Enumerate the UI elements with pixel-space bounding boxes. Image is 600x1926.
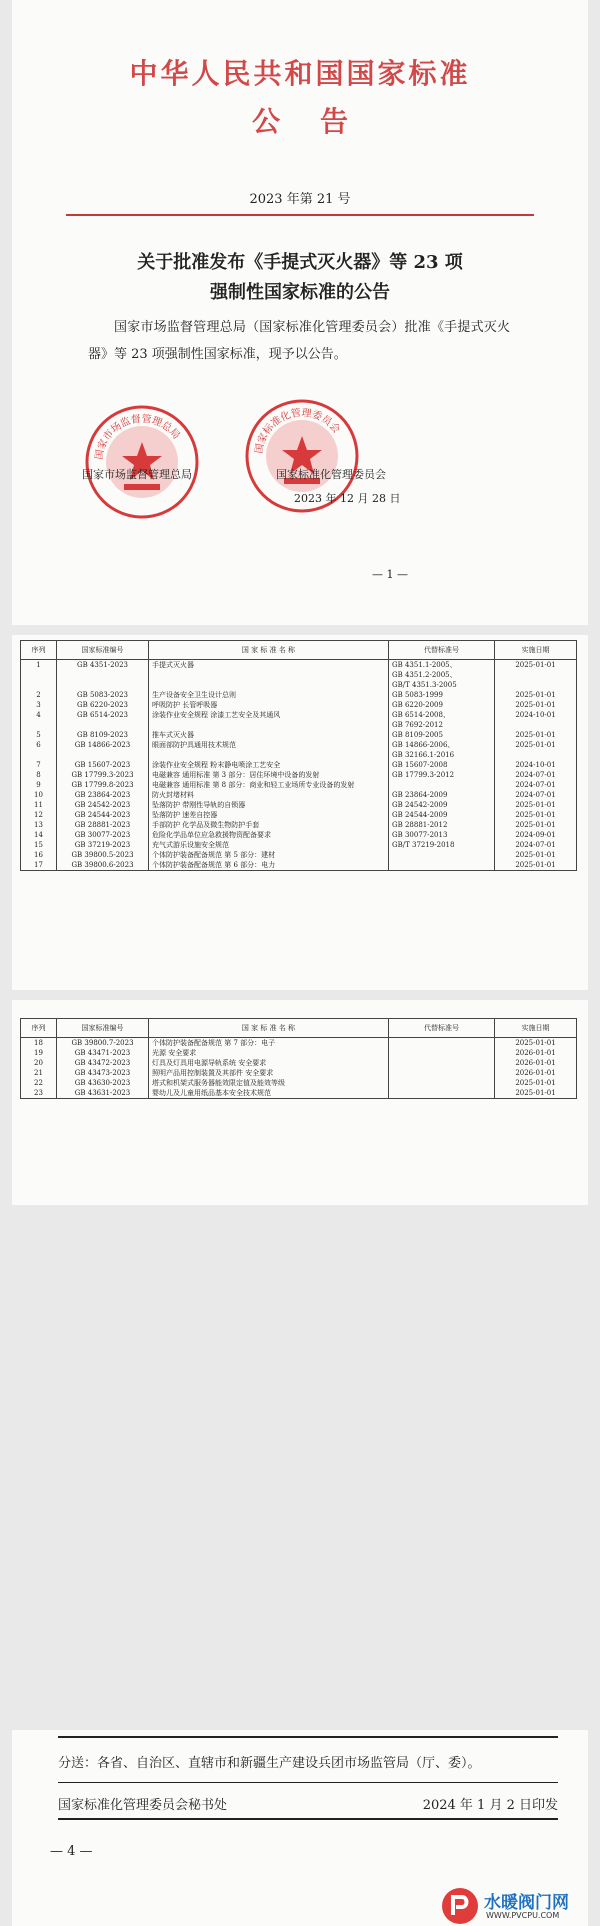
row-name: 照明产品用控制装置及其部件 安全要求 bbox=[149, 1068, 389, 1078]
row-name: 个体防护装备配备规范 第 6 部分：电力 bbox=[149, 860, 389, 871]
table-row bbox=[21, 790, 577, 800]
row-replace bbox=[389, 1068, 495, 1078]
row-replace: GB/T 37219-2018 bbox=[389, 840, 495, 850]
row-replace bbox=[389, 780, 495, 790]
col-code: 国家标准编号 bbox=[57, 1019, 149, 1038]
row-code: GB 43471-2023 bbox=[57, 1048, 149, 1058]
row-date: 2025-01-01 bbox=[495, 1088, 577, 1099]
page-number: — 1 — bbox=[372, 568, 408, 581]
notice-title-line2: 强制性国家标准的公告 bbox=[210, 282, 390, 303]
row-date: 2024-07-01 bbox=[495, 840, 577, 850]
row-replace: GB 4351.1-2005、 GB 4351.2-2005、 GB/T 4351.3-2005 bbox=[389, 660, 495, 691]
table-row bbox=[21, 800, 577, 810]
row-code: GB 43630-2023 bbox=[57, 1078, 149, 1088]
row-seq: 14 bbox=[21, 830, 57, 840]
notice-title-line1: 关于批准发布《手提式灭火器》等 23 项 bbox=[137, 252, 463, 273]
row-seq: 2 bbox=[21, 690, 57, 700]
table-row bbox=[21, 850, 577, 860]
row-seq: 17 bbox=[21, 860, 57, 871]
row-code: GB 24542-2023 bbox=[57, 800, 149, 810]
row-replace: GB 6514-2008、 GB 7692-2012 bbox=[389, 710, 495, 730]
header-title: 中华人民共和国国家标准 bbox=[129, 57, 471, 90]
row-date: 2024-10-01 bbox=[495, 710, 577, 730]
signature-date: 2023 年 12 月 28 日 bbox=[294, 492, 401, 505]
row-replace bbox=[389, 850, 495, 860]
row-seq: 3 bbox=[21, 700, 57, 710]
table-row bbox=[21, 840, 577, 850]
row-code: GB 43473-2023 bbox=[57, 1068, 149, 1078]
row-replace: GB 15607-2008 bbox=[389, 760, 495, 770]
footer-bottom-rule bbox=[58, 1818, 558, 1820]
col-seq: 序列 bbox=[21, 1019, 57, 1038]
row-date: 2026-01-01 bbox=[495, 1068, 577, 1078]
row-replace: GB 5083-1999 bbox=[389, 690, 495, 700]
row-date: 2024-07-01 bbox=[495, 790, 577, 800]
row-date: 2024-07-01 bbox=[495, 780, 577, 790]
red-divider bbox=[66, 214, 534, 216]
table-row bbox=[21, 760, 577, 770]
row-code: GB 37219-2023 bbox=[57, 840, 149, 850]
row-seq: 1 bbox=[21, 660, 57, 691]
row-seq: 23 bbox=[21, 1088, 57, 1099]
row-name: 危险化学品单位应急救援物资配备要求 bbox=[149, 830, 389, 840]
row-date: 2026-01-01 bbox=[495, 1048, 577, 1058]
table-row bbox=[21, 1068, 577, 1078]
row-name: 光源 安全要求 bbox=[149, 1048, 389, 1058]
row-seq: 21 bbox=[21, 1068, 57, 1078]
notice-title bbox=[12, 248, 588, 308]
row-code: GB 8109-2023 bbox=[57, 730, 149, 740]
row-code: GB 17799.8-2023 bbox=[57, 780, 149, 790]
row-seq: 18 bbox=[21, 1038, 57, 1049]
table-row bbox=[21, 860, 577, 871]
table-row bbox=[21, 1048, 577, 1058]
row-code: GB 4351-2023 bbox=[57, 660, 149, 691]
signature-left: 国家市场监督管理总局 bbox=[82, 468, 192, 481]
samr-seal bbox=[84, 404, 200, 520]
table-row bbox=[21, 1088, 577, 1099]
row-seq: 13 bbox=[21, 820, 57, 830]
seal-right-text: 国家标准化管理委员会 bbox=[253, 407, 342, 455]
row-replace bbox=[389, 1088, 495, 1099]
row-name: 防火封堵材料 bbox=[149, 790, 389, 800]
col-name: 国 家 标 准 名 称 bbox=[149, 641, 389, 660]
row-replace: GB 28881-2012 bbox=[389, 820, 495, 830]
row-name: 推车式灭火器 bbox=[149, 730, 389, 740]
row-date: 2025-01-01 bbox=[495, 1078, 577, 1088]
seal-left-text: 国家市场监督管理总局 bbox=[93, 413, 182, 461]
row-date: 2025-01-01 bbox=[495, 800, 577, 810]
row-replace bbox=[389, 1078, 495, 1088]
row-date: 2025-01-01 bbox=[495, 860, 577, 871]
row-seq: 8 bbox=[21, 770, 57, 780]
row-code: GB 39800.5-2023 bbox=[57, 850, 149, 860]
row-code: GB 30077-2023 bbox=[57, 830, 149, 840]
row-date: 2024-07-01 bbox=[495, 770, 577, 780]
row-name: 眼面部防护具通用技术规范 bbox=[149, 740, 389, 760]
row-seq: 16 bbox=[21, 850, 57, 860]
row-name: 充气式游乐设施安全规范 bbox=[149, 840, 389, 850]
col-date: 实施日期 bbox=[495, 1019, 577, 1038]
table-row bbox=[21, 700, 577, 710]
table-row bbox=[21, 730, 577, 740]
row-replace bbox=[389, 860, 495, 871]
row-name: 涂装作业安全规程 涂漆工艺安全及其通风 bbox=[149, 710, 389, 730]
row-replace: GB 24542-2009 bbox=[389, 800, 495, 810]
row-code: GB 24544-2023 bbox=[57, 810, 149, 820]
table-row bbox=[21, 710, 577, 730]
row-seq: 9 bbox=[21, 780, 57, 790]
row-date: 2025-01-01 bbox=[495, 1038, 577, 1049]
row-seq: 4 bbox=[21, 710, 57, 730]
issuer-line bbox=[58, 1794, 558, 1813]
row-code: GB 23864-2023 bbox=[57, 790, 149, 800]
standards-table-page-1 bbox=[12, 635, 588, 990]
row-replace: GB 14866-2006、 GB 32166.1-2016 bbox=[389, 740, 495, 760]
row-code: GB 43631-2023 bbox=[57, 1088, 149, 1099]
row-name: 塔式和机架式服务器能效限定值及能效等级 bbox=[149, 1078, 389, 1088]
row-name: 坠落防护 速差自控器 bbox=[149, 810, 389, 820]
watermark-logo bbox=[440, 1886, 590, 1926]
row-code: GB 14866-2023 bbox=[57, 740, 149, 760]
row-date: 2024-10-01 bbox=[495, 760, 577, 770]
row-replace: GB 8109-2005 bbox=[389, 730, 495, 740]
footer-mid-rule bbox=[58, 1782, 558, 1783]
row-seq: 7 bbox=[21, 760, 57, 770]
row-replace: GB 30077-2013 bbox=[389, 830, 495, 840]
table-row bbox=[21, 1058, 577, 1068]
table-row bbox=[21, 770, 577, 780]
row-name: 电磁兼容 通用标准 第 8 部分：商业和轻工业场所专业设备的发射 bbox=[149, 780, 389, 790]
row-seq: 22 bbox=[21, 1078, 57, 1088]
row-name: 个体防护装备配备规范 第 7 部分：电子 bbox=[149, 1038, 389, 1049]
row-seq: 10 bbox=[21, 790, 57, 800]
table-row bbox=[21, 690, 577, 700]
row-name: 手提式灭火器 bbox=[149, 660, 389, 691]
col-seq: 序列 bbox=[21, 641, 57, 660]
row-name: 个体防护装备配备规范 第 5 部分：建材 bbox=[149, 850, 389, 860]
row-replace: GB 23864-2009 bbox=[389, 790, 495, 800]
row-code: GB 43472-2023 bbox=[57, 1058, 149, 1068]
row-seq: 20 bbox=[21, 1058, 57, 1068]
table-row bbox=[21, 820, 577, 830]
document-number: 2023 年第 21 号 bbox=[249, 192, 351, 207]
row-code: GB 39800.7-2023 bbox=[57, 1038, 149, 1049]
col-code: 国家标准编号 bbox=[57, 641, 149, 660]
row-code: GB 17799.3-2023 bbox=[57, 770, 149, 780]
row-date: 2025-01-01 bbox=[495, 660, 577, 691]
col-date: 实施日期 bbox=[495, 641, 577, 660]
row-replace bbox=[389, 1038, 495, 1049]
pvc-logo-icon bbox=[440, 1886, 480, 1926]
watermark-url: WWW.PVCPU.COM bbox=[486, 1911, 560, 1920]
distribution-line: 分送：各省、自治区、直辖市和新疆生产建设兵团市场监管局（厅、委）。 bbox=[58, 1756, 481, 1771]
row-replace bbox=[389, 1058, 495, 1068]
watermark-brand: 水暖阀门网 bbox=[484, 1893, 569, 1913]
row-date: 2025-01-01 bbox=[495, 740, 577, 760]
row-seq: 12 bbox=[21, 810, 57, 820]
row-date: 2026-01-01 bbox=[495, 1058, 577, 1068]
row-name: 涂装作业安全规程 粉末静电喷涂工艺安全 bbox=[149, 760, 389, 770]
row-code: GB 28881-2023 bbox=[57, 820, 149, 830]
row-date: 2025-01-01 bbox=[495, 850, 577, 860]
header-subtitle: 公告 bbox=[251, 105, 388, 138]
row-code: GB 6220-2023 bbox=[57, 700, 149, 710]
row-replace: GB 24544-2009 bbox=[389, 810, 495, 820]
seal-left-graphic bbox=[84, 404, 200, 520]
col-name: 国 家 标 准 名 称 bbox=[149, 1019, 389, 1038]
row-date: 2025-01-01 bbox=[495, 700, 577, 710]
row-name: 坠落防护 带刚性导轨的自锁器 bbox=[149, 800, 389, 810]
table-row bbox=[21, 1078, 577, 1088]
footer-page bbox=[12, 1730, 588, 1926]
row-seq: 6 bbox=[21, 740, 57, 760]
footer-top-rule bbox=[58, 1736, 558, 1738]
notice-body: 国家市场监督管理总局（国家标准化管理委员会）批准《手提式灭火器》等 23 项强制性国家标准，现予以公告。 bbox=[88, 320, 510, 362]
standards-table-page-2 bbox=[12, 1000, 588, 1205]
row-seq: 19 bbox=[21, 1048, 57, 1058]
table-row bbox=[21, 1038, 577, 1049]
row-name: 灯具及灯具用电源导轨系统 安全要求 bbox=[149, 1058, 389, 1068]
signature-right: 国家标准化管理委员会 bbox=[276, 468, 386, 481]
table-row bbox=[21, 810, 577, 820]
col-replace: 代替标准号 bbox=[389, 1019, 495, 1038]
table-row bbox=[21, 740, 577, 760]
row-replace: GB 17799.3-2012 bbox=[389, 770, 495, 780]
print-date: 2024 年 1 月 2 日印发 bbox=[422, 1798, 558, 1813]
row-code: GB 15607-2023 bbox=[57, 760, 149, 770]
row-code: GB 5083-2023 bbox=[57, 690, 149, 700]
standards-table-2 bbox=[20, 1018, 577, 1099]
row-date: 2025-01-01 bbox=[495, 730, 577, 740]
table-row bbox=[21, 830, 577, 840]
row-date: 2025-01-01 bbox=[495, 690, 577, 700]
row-date: 2025-01-01 bbox=[495, 820, 577, 830]
row-code: GB 39800.6-2023 bbox=[57, 860, 149, 871]
row-name: 呼吸防护 长管呼吸器 bbox=[149, 700, 389, 710]
standards-table-1 bbox=[20, 640, 577, 871]
announcement-page bbox=[12, 0, 588, 625]
row-seq: 15 bbox=[21, 840, 57, 850]
row-replace bbox=[389, 1048, 495, 1058]
table-row bbox=[21, 780, 577, 790]
row-seq: 11 bbox=[21, 800, 57, 810]
row-name: 生产设备安全卫生设计总则 bbox=[149, 690, 389, 700]
row-seq: 5 bbox=[21, 730, 57, 740]
issuer-office: 国家标准化管理委员会秘书处 bbox=[58, 1798, 228, 1813]
row-name: 手部防护 化学品及微生物防护手套 bbox=[149, 820, 389, 830]
row-code: GB 6514-2023 bbox=[57, 710, 149, 730]
row-name: 电磁兼容 通用标准 第 3 部分：居住环境中设备的发射 bbox=[149, 770, 389, 780]
footer-page-number: — 4 — bbox=[50, 1844, 93, 1859]
row-date: 2024-09-01 bbox=[495, 830, 577, 840]
col-replace: 代替标准号 bbox=[389, 641, 495, 660]
row-date: 2025-01-01 bbox=[495, 810, 577, 820]
row-replace: GB 6220-2009 bbox=[389, 700, 495, 710]
table-row bbox=[21, 660, 577, 691]
row-name: 婴幼儿及儿童用纸品基本安全技术规范 bbox=[149, 1088, 389, 1099]
